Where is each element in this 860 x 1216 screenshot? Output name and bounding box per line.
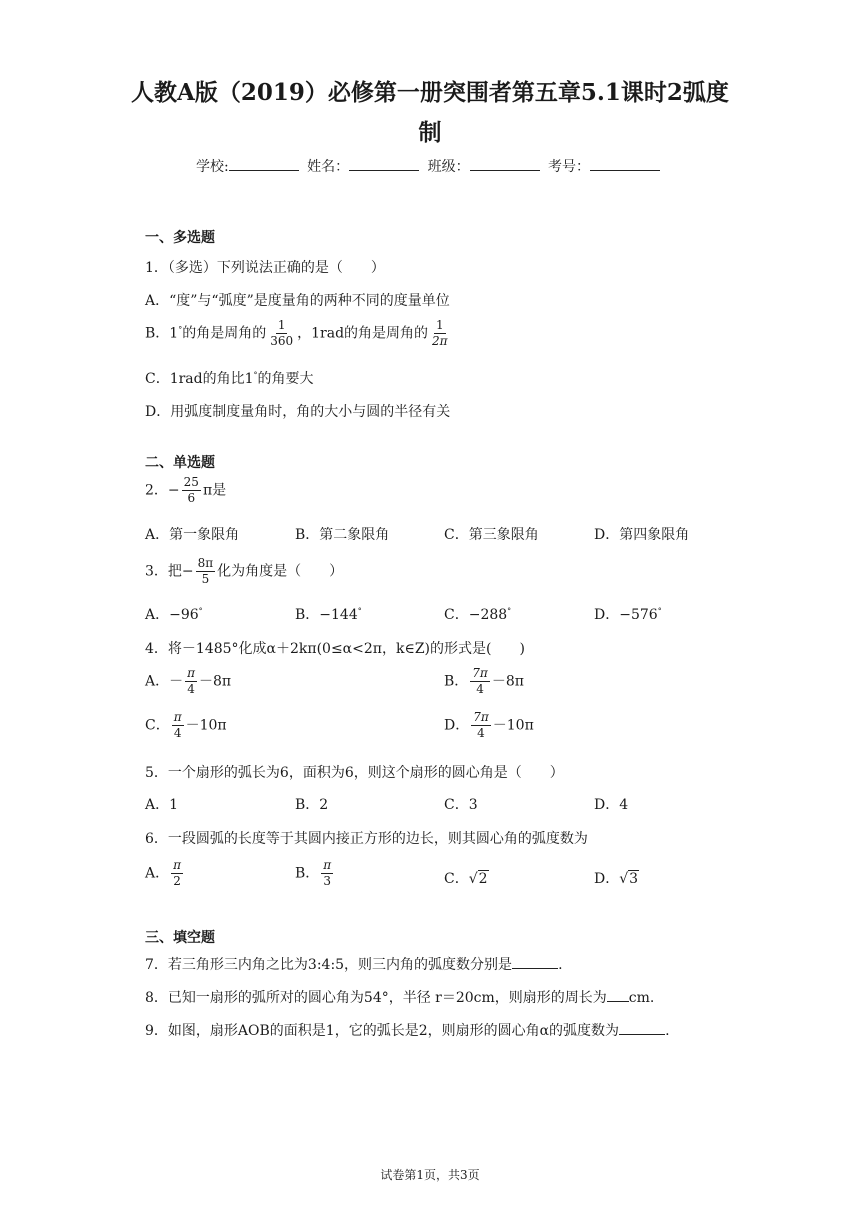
question-5-option-a: A．1 <box>145 797 179 813</box>
question-3-option-c: C．−288° <box>444 606 512 623</box>
question-1-option-c: C．1rad的角比1°的角要大 <box>145 370 314 387</box>
class-blank[interactable] <box>470 158 540 171</box>
question-2-option-c: C．第三象限角 <box>444 527 539 543</box>
question-3-option-b: B．−144° <box>295 606 362 623</box>
name-label: 姓名： <box>307 159 350 175</box>
question-6-option-b: B． $\frac{\pi}{3}$ <box>295 858 332 888</box>
question-1-option-a: A．“度”与“弧度”是度量角的两种不同的度量单位 <box>145 293 450 309</box>
class-label: 班级： <box>427 159 470 175</box>
question-2-option-b: B．第二象限角 <box>295 527 390 543</box>
school-blank[interactable] <box>229 158 299 171</box>
question-1-stem: 1．（多选）下列说法正确的是（ ） <box>145 260 385 276</box>
exam-no-label: 考号： <box>548 159 591 175</box>
question-7: 7．若三角形三内角之比为3:4:5，则三内角的弧度数分别是 . <box>145 957 563 973</box>
fraction: $\frac{25}{6}$ <box>183 475 199 505</box>
question-3-stem: 3．把− $\frac{8\pi}{5}$ 化为角度是（ ） <box>145 556 344 586</box>
section-heading-fill-in: 三、填空题 <box>145 930 215 946</box>
fraction: $\frac{7\pi}{4}$ <box>473 710 489 740</box>
question-5-option-d: D．4 <box>594 797 629 813</box>
question-4-option-d: D． $\frac{7\pi}{4}$ －10π <box>444 710 534 740</box>
fraction: $\frac{\pi}{3}$ <box>323 858 332 888</box>
question-4-option-b: B． $\frac{7\pi}{4}$ －8π <box>444 666 524 696</box>
section-heading-single-choice: 二、单选题 <box>145 455 215 471</box>
question-3-option-a: A．−96° <box>145 606 203 623</box>
question-2-stem: 2．− $\frac{25}{6}$ π是 <box>145 475 227 505</box>
question-5-option-b: B．2 <box>295 797 329 813</box>
question-5-stem: 5．一个扇形的弧长为6，面积为6，则这个扇形的圆心角是（ ） <box>145 765 564 781</box>
question-3-option-d: D．−576° <box>594 606 662 623</box>
page-title-line1: 人教A版（2019）必修第一册突围者第五章5.1课时2弧度 <box>131 79 729 106</box>
question-4-option-c: C． $\frac{\pi}{4}$ －10π <box>145 710 227 740</box>
exam-no-blank[interactable] <box>590 158 660 171</box>
question-9: 9．如图，扇形AOB的面积是1，它的弧长是2，则扇形的圆心角α的弧度数为 . <box>145 1023 670 1039</box>
answer-blank[interactable] <box>619 1022 665 1035</box>
question-5-option-c: C．3 <box>444 797 478 813</box>
question-6-option-c: C．√2 <box>444 871 488 887</box>
page-title-line2: 制 <box>418 119 442 146</box>
fraction: $\frac{1}{360}$ <box>270 318 294 348</box>
question-6-stem: 6．一段圆弧的长度等于其圆内接正方形的边长，则其圆心角的弧度数为 <box>145 831 588 847</box>
answer-blank[interactable] <box>512 956 558 969</box>
school-label: 学校: <box>195 159 229 175</box>
page-footer: 试卷第1页，共3页 <box>380 1168 480 1182</box>
question-1-option-d: D．用弧度制度量角时，角的大小与圆的半径有关 <box>145 404 451 420</box>
question-2-option-d: D．第四象限角 <box>594 527 690 543</box>
fraction: $\frac{\pi}{4}$ <box>173 710 182 740</box>
section-heading-multiple-choice: 一、多选题 <box>145 230 215 246</box>
name-blank[interactable] <box>349 158 419 171</box>
fraction: $\frac{7\pi}{4}$ <box>472 666 488 696</box>
question-4-option-a: A．－ $\frac{\pi}{4}$ －8π <box>145 666 232 696</box>
question-6-option-a: A． $\frac{\pi}{2}$ <box>145 858 182 888</box>
question-2-option-a: A．第一象限角 <box>145 527 240 543</box>
question-4-stem: 4．将－1485°化成α＋2kπ(0≤α<2π，k∈Z)的形式是( ) <box>145 641 525 657</box>
fraction: $\frac{1}{2\pi}$ <box>432 318 448 348</box>
fraction: $\frac{\pi}{4}$ <box>187 666 196 696</box>
question-8: 8．已知一扇形的弧所对的圆心角为54°，半径 r＝20cm，则扇形的周长为 cm. <box>145 990 655 1006</box>
answer-blank[interactable] <box>607 989 629 1002</box>
student-info-row <box>0 156 860 176</box>
question-6-option-d: D．√3 <box>594 871 639 887</box>
question-1-option-b: B．1°的角是周角的 $\frac{1}{360}$ ，1rad的角是周角的 $\frac{1}{2\pi}$ <box>145 318 448 348</box>
fraction: $\frac{\pi}{2}$ <box>173 858 182 888</box>
fraction: $\frac{8\pi}{5}$ <box>197 556 214 586</box>
